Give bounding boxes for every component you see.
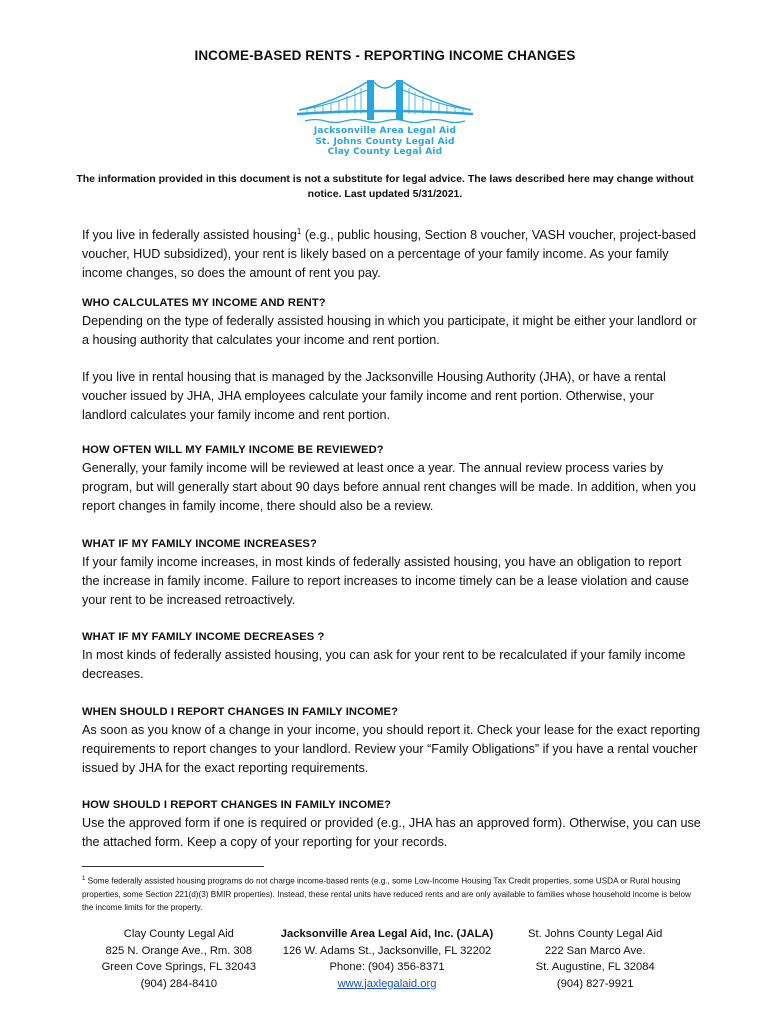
page-footer [82, 926, 692, 992]
section-paragraph: If you live in rental housing that is managed by the Jacksonville Housing Authority (JHA), or have a rental voucher issued by JHA, JHA employees calculate your family income and rent portion. Otherwise, your landlord calculates your family income and rent portion. [82, 370, 666, 422]
intro-text-start: If you live in federally assisted housing [82, 228, 297, 243]
footer-line: Clay County Legal Aid [123, 928, 234, 940]
section-how-often [82, 442, 702, 516]
document-title: INCOME-BASED RENTS - REPORTING INCOME CHANGES [194, 48, 576, 63]
section-income-decreases [82, 629, 702, 684]
section-paragraph: As soon as you know of a change in your income, you should report it. Check your lease for the exact reporting requirements to report changes to your landlord. Review your “Family Obligations” if you have a rental voucher issued by JHA for the exact reporting requirements. [82, 723, 701, 775]
footer-st-johns [498, 926, 692, 992]
footer-line: Phone: (904) 356-8371 [329, 961, 445, 973]
footnote-divider [82, 866, 264, 867]
footer-heading: Jacksonville Area Legal Aid, Inc. (JALA) [280, 928, 494, 940]
footer-line: (904) 284-8410 [140, 977, 218, 990]
intro-text-end: (e.g., public housing, Section 8 voucher, VASH voucher, project-based voucher, HUD subsidized), your rent is likely based on a percentage of your family income. As your family income changes, so does the amount of rent you pay. [82, 228, 696, 281]
bridge-icon [295, 76, 475, 126]
section-heading: HOW SHOULD I REPORT CHANGES IN FAMILY INCOME? [82, 799, 392, 811]
logo-line-clay: Clay County Legal Aid [327, 147, 443, 157]
section-how-report [82, 797, 702, 852]
logo-text [295, 126, 475, 158]
footer-line: 825 N. Orange Ave., Rm. 308 [105, 944, 253, 957]
legal-disclaimer: The information provided in this document is not a substitute for legal advice. The laws described here may change without notice. Last updated 5/31/2021. [76, 173, 694, 200]
section-paragraph: Generally, your family income will be reviewed at least once a year. The annual review process varies by program, but will generally start about 90 days before annual rent changes will be made. In addition, when you report changes in family income, there should also be a review. [82, 461, 696, 513]
section-who-calculates [82, 295, 702, 425]
footnote [82, 873, 702, 914]
footer-line: St. Augustine, FL 32084 [535, 961, 655, 973]
section-heading: HOW OFTEN WILL MY FAMILY INCOME BE REVIEWED? [82, 444, 384, 456]
logo-line-jala: Jacksonville Area Legal Aid [313, 126, 457, 136]
website-link[interactable]: www.jaxlegalaid.org [337, 977, 437, 990]
jala-logo [295, 76, 475, 162]
footnote-reference: 1 [296, 227, 302, 236]
footer-line: 126 W. Adams St., Jacksonville, FL 32202 [282, 944, 492, 957]
footer-line: 222 San Marco Ave. [544, 944, 646, 957]
section-income-increases [82, 536, 702, 610]
footer-line: St. Johns County Legal Aid [528, 928, 663, 940]
section-paragraph: In most kinds of federally assisted housing, you can ask for your rent to be recalculated if your family income decreases. [82, 648, 686, 681]
footer-line: (904) 827-9921 [556, 977, 634, 990]
footnote-text: Some federally assisted housing programs do not charge income-based rents (e.g., some Low-Income Housing Tax Credit properties, some USDA or Rural housing properties, some Section 221(d)(3) BMIR properties). Instead, these rental units have reduced rents and are only available to families whose household income is below the income limits for the property. [82, 876, 691, 912]
footer-jala [276, 926, 499, 992]
logo-line-st-johns: St. Johns County Legal Aid [315, 136, 455, 147]
section-heading: WHO CALCULATES MY INCOME AND RENT? [82, 297, 326, 309]
section-when-report [82, 704, 702, 778]
footer-clay-county [82, 926, 276, 992]
section-paragraph: If your family income increases, in most kinds of federally assisted housing, you have an obligation to report the increase in family income. Failure to report increases to income timely can be a lease violation and cause your rent to be increased retroactively. [82, 555, 689, 607]
footer-line: Green Cove Springs, FL 32043 [101, 961, 257, 973]
section-heading: WHAT IF MY FAMILY INCOME INCREASES? [82, 538, 317, 550]
intro-paragraph [82, 222, 702, 283]
section-heading: WHAT IF MY FAMILY INCOME DECREASES ? [82, 631, 325, 643]
section-paragraph: Depending on the type of federally assisted housing in which you participate, it might be either your landlord or a housing authority that calculates your income and rent portion. [82, 314, 697, 347]
footnote-mark: 1 [82, 876, 86, 882]
section-paragraph: Use the approved form if one is required or provided (e.g., JHA has an approved form). Otherwise, you can use the attached form. Keep a copy of your reporting for your records. [82, 816, 701, 849]
section-heading: WHEN SHOULD I REPORT CHANGES IN FAMILY INCOME? [82, 706, 399, 718]
